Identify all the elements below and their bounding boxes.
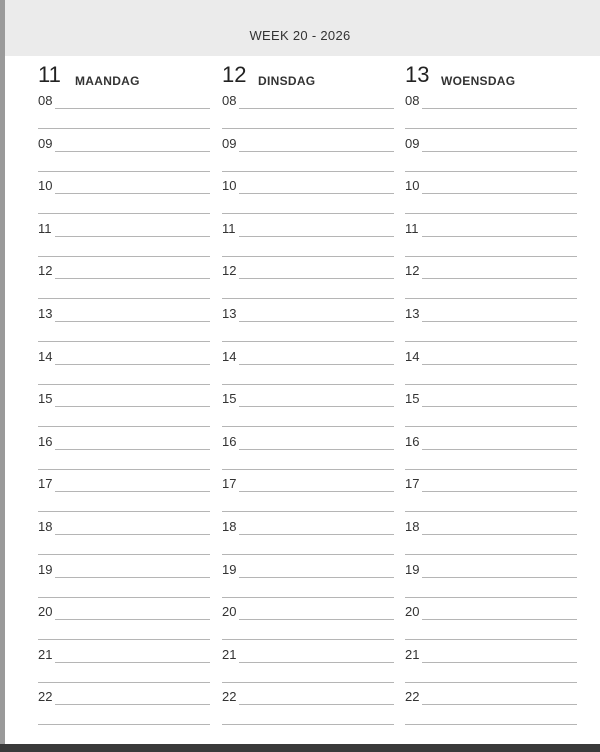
ruled-line xyxy=(405,597,577,598)
hour-label: 21 xyxy=(405,646,420,662)
ruled-line xyxy=(422,108,577,109)
hour-slot[interactable] xyxy=(405,476,577,519)
hour-slot[interactable] xyxy=(222,434,394,477)
ruled-line xyxy=(239,151,394,152)
ruled-line xyxy=(38,639,210,640)
ruled-line xyxy=(222,597,394,598)
hour-label: 08 xyxy=(38,93,53,108)
hour-slot[interactable] xyxy=(405,93,577,136)
hour-label: 12 xyxy=(222,263,237,279)
day-name: DINSDAG xyxy=(258,74,316,88)
ruled-line xyxy=(239,321,394,322)
hour-slot[interactable] xyxy=(38,263,210,306)
hour-label: 22 xyxy=(405,689,420,705)
hour-slot[interactable] xyxy=(38,519,210,562)
ruled-line xyxy=(38,554,210,555)
ruled-line xyxy=(239,108,394,109)
ruled-line xyxy=(55,406,210,407)
hour-slot[interactable] xyxy=(222,349,394,392)
ruled-line xyxy=(239,577,394,578)
hour-slot[interactable] xyxy=(222,689,394,732)
hour-label: 17 xyxy=(405,476,420,492)
ruled-line xyxy=(55,619,210,620)
hour-slot[interactable] xyxy=(38,391,210,434)
hour-slot[interactable] xyxy=(405,647,577,690)
hour-label: 20 xyxy=(38,604,53,620)
hour-label: 13 xyxy=(38,306,53,321)
hour-label: 15 xyxy=(38,391,53,407)
ruled-line xyxy=(38,426,210,427)
hour-slot[interactable] xyxy=(405,604,577,647)
ruled-line xyxy=(222,341,394,342)
ruled-line xyxy=(222,298,394,299)
ruled-line xyxy=(38,171,210,172)
ruled-line xyxy=(422,364,577,365)
ruled-line xyxy=(38,597,210,598)
ruled-line xyxy=(55,491,210,492)
day-header xyxy=(405,62,577,88)
hour-slot[interactable] xyxy=(405,221,577,264)
hour-label: 22 xyxy=(38,689,53,705)
ruled-line xyxy=(405,724,577,725)
hour-label: 10 xyxy=(222,178,237,194)
hour-label: 11 xyxy=(222,220,236,236)
ruled-line xyxy=(422,321,577,322)
ruled-line xyxy=(38,511,210,512)
ruled-line xyxy=(55,278,210,279)
hour-slot[interactable] xyxy=(222,604,394,647)
ruled-line xyxy=(405,171,577,172)
ruled-line xyxy=(38,384,210,385)
hour-slot[interactable] xyxy=(222,391,394,434)
ruled-line xyxy=(222,256,394,257)
hour-slot[interactable] xyxy=(222,221,394,264)
hour-label: 15 xyxy=(405,391,420,407)
hour-slot[interactable] xyxy=(38,434,210,477)
ruled-line xyxy=(55,577,210,578)
hour-slot[interactable] xyxy=(222,562,394,605)
ruled-line xyxy=(222,128,394,129)
ruled-line xyxy=(55,236,210,237)
ruled-line xyxy=(239,619,394,620)
day-number: 11 xyxy=(38,62,61,87)
ruled-line xyxy=(55,151,210,152)
day-header xyxy=(222,62,394,88)
ruled-line xyxy=(422,193,577,194)
ruled-line xyxy=(422,619,577,620)
hour-label: 17 xyxy=(38,476,53,492)
hour-slot[interactable] xyxy=(222,136,394,179)
ruled-line xyxy=(405,256,577,257)
hour-label: 22 xyxy=(222,689,237,705)
page-bottom-edge xyxy=(0,744,600,752)
hour-label: 13 xyxy=(405,306,420,321)
hour-label: 10 xyxy=(405,178,420,194)
ruled-line xyxy=(55,534,210,535)
hour-label: 16 xyxy=(38,433,53,449)
hour-label: 19 xyxy=(405,561,420,577)
hour-label: 20 xyxy=(405,604,420,620)
ruled-line xyxy=(222,682,394,683)
hour-slot[interactable] xyxy=(38,349,210,392)
hour-slot[interactable] xyxy=(38,136,210,179)
hour-slot[interactable] xyxy=(405,136,577,179)
hour-label: 11 xyxy=(38,220,52,236)
ruled-line xyxy=(405,682,577,683)
hour-slot[interactable] xyxy=(222,519,394,562)
hour-slot[interactable] xyxy=(38,306,210,349)
hour-slot[interactable] xyxy=(38,178,210,221)
hour-slot[interactable] xyxy=(405,178,577,221)
hour-label: 10 xyxy=(38,178,53,194)
hour-slot[interactable] xyxy=(405,689,577,732)
ruled-line xyxy=(239,364,394,365)
hour-slot[interactable] xyxy=(38,604,210,647)
hour-label: 15 xyxy=(222,391,237,407)
hour-label: 16 xyxy=(405,433,420,449)
ruled-line xyxy=(222,171,394,172)
ruled-line xyxy=(222,213,394,214)
ruled-line xyxy=(38,128,210,129)
hour-slot[interactable] xyxy=(405,562,577,605)
ruled-line xyxy=(405,469,577,470)
hour-slot[interactable] xyxy=(405,263,577,306)
ruled-line xyxy=(55,193,210,194)
day-column xyxy=(405,56,577,744)
ruled-line xyxy=(405,554,577,555)
day-header xyxy=(38,62,210,88)
hour-label: 09 xyxy=(405,135,420,151)
hour-slot[interactable] xyxy=(405,306,577,349)
page-left-edge xyxy=(0,0,5,752)
ruled-line xyxy=(38,341,210,342)
hour-slot[interactable] xyxy=(405,519,577,562)
ruled-line xyxy=(55,704,210,705)
hour-slot[interactable] xyxy=(222,93,394,136)
day-column xyxy=(38,56,210,744)
ruled-line xyxy=(422,278,577,279)
day-name: MAANDAG xyxy=(75,74,140,88)
hour-label: 18 xyxy=(405,519,420,534)
hour-slot[interactable] xyxy=(38,689,210,732)
hour-slot[interactable] xyxy=(38,562,210,605)
hour-label: 21 xyxy=(222,646,237,662)
ruled-line xyxy=(55,449,210,450)
ruled-line xyxy=(422,704,577,705)
hour-slot[interactable] xyxy=(405,391,577,434)
ruled-line xyxy=(222,469,394,470)
ruled-line xyxy=(38,724,210,725)
ruled-line xyxy=(422,449,577,450)
ruled-line xyxy=(239,406,394,407)
hour-label: 17 xyxy=(222,476,237,492)
ruled-line xyxy=(405,511,577,512)
hour-label: 09 xyxy=(222,135,237,151)
ruled-line xyxy=(422,236,577,237)
hour-slot[interactable] xyxy=(38,221,210,264)
ruled-line xyxy=(55,364,210,365)
hour-label: 09 xyxy=(38,135,53,151)
ruled-line xyxy=(239,193,394,194)
hour-label: 13 xyxy=(222,306,237,321)
ruled-line xyxy=(38,298,210,299)
ruled-line xyxy=(222,384,394,385)
ruled-line xyxy=(222,639,394,640)
ruled-line xyxy=(239,449,394,450)
ruled-line xyxy=(239,236,394,237)
hour-label: 08 xyxy=(405,93,420,108)
ruled-line xyxy=(239,491,394,492)
ruled-line xyxy=(222,426,394,427)
hour-label: 19 xyxy=(38,561,53,577)
hour-label: 08 xyxy=(222,93,237,108)
hour-label: 18 xyxy=(38,519,53,534)
ruled-line xyxy=(239,704,394,705)
ruled-line xyxy=(405,384,577,385)
ruled-line xyxy=(38,682,210,683)
hour-label: 12 xyxy=(405,263,420,279)
ruled-line xyxy=(55,321,210,322)
ruled-line xyxy=(55,662,210,663)
ruled-line xyxy=(38,469,210,470)
hour-slot[interactable] xyxy=(222,647,394,690)
ruled-line xyxy=(239,278,394,279)
hour-label: 19 xyxy=(222,561,237,577)
hour-slot[interactable] xyxy=(222,306,394,349)
day-number: 13 xyxy=(405,62,430,87)
ruled-line xyxy=(405,298,577,299)
hour-label: 16 xyxy=(222,433,237,449)
hour-label: 18 xyxy=(222,519,237,534)
hour-slot[interactable] xyxy=(222,178,394,221)
day-column xyxy=(222,56,394,744)
ruled-line xyxy=(405,639,577,640)
ruled-line xyxy=(222,724,394,725)
hour-label: 14 xyxy=(38,348,53,364)
hour-slot[interactable] xyxy=(222,263,394,306)
ruled-line xyxy=(239,534,394,535)
ruled-line xyxy=(222,511,394,512)
ruled-line xyxy=(239,662,394,663)
hour-slot[interactable] xyxy=(222,476,394,519)
ruled-line xyxy=(405,341,577,342)
hour-label: 20 xyxy=(222,604,237,620)
ruled-line xyxy=(55,108,210,109)
hour-slot[interactable] xyxy=(38,476,210,519)
hour-label: 14 xyxy=(405,348,420,364)
hour-slot[interactable] xyxy=(405,434,577,477)
ruled-line xyxy=(405,426,577,427)
ruled-line xyxy=(422,491,577,492)
hour-label: 11 xyxy=(405,220,419,236)
hour-slot[interactable] xyxy=(405,349,577,392)
hour-label: 21 xyxy=(38,646,53,662)
ruled-line xyxy=(422,662,577,663)
ruled-line xyxy=(422,151,577,152)
ruled-line xyxy=(405,128,577,129)
ruled-line xyxy=(422,406,577,407)
hour-label: 12 xyxy=(38,263,53,279)
ruled-line xyxy=(422,577,577,578)
hour-slot[interactable] xyxy=(38,647,210,690)
ruled-line xyxy=(222,554,394,555)
ruled-line xyxy=(405,213,577,214)
hour-label: 14 xyxy=(222,348,237,364)
week-title: WEEK 20 - 2026 xyxy=(249,28,351,43)
day-name: WOENSDAG xyxy=(441,74,516,88)
ruled-line xyxy=(422,534,577,535)
ruled-line xyxy=(38,256,210,257)
day-number: 12 xyxy=(222,62,247,87)
hour-slot[interactable] xyxy=(38,93,210,136)
ruled-line xyxy=(38,213,210,214)
